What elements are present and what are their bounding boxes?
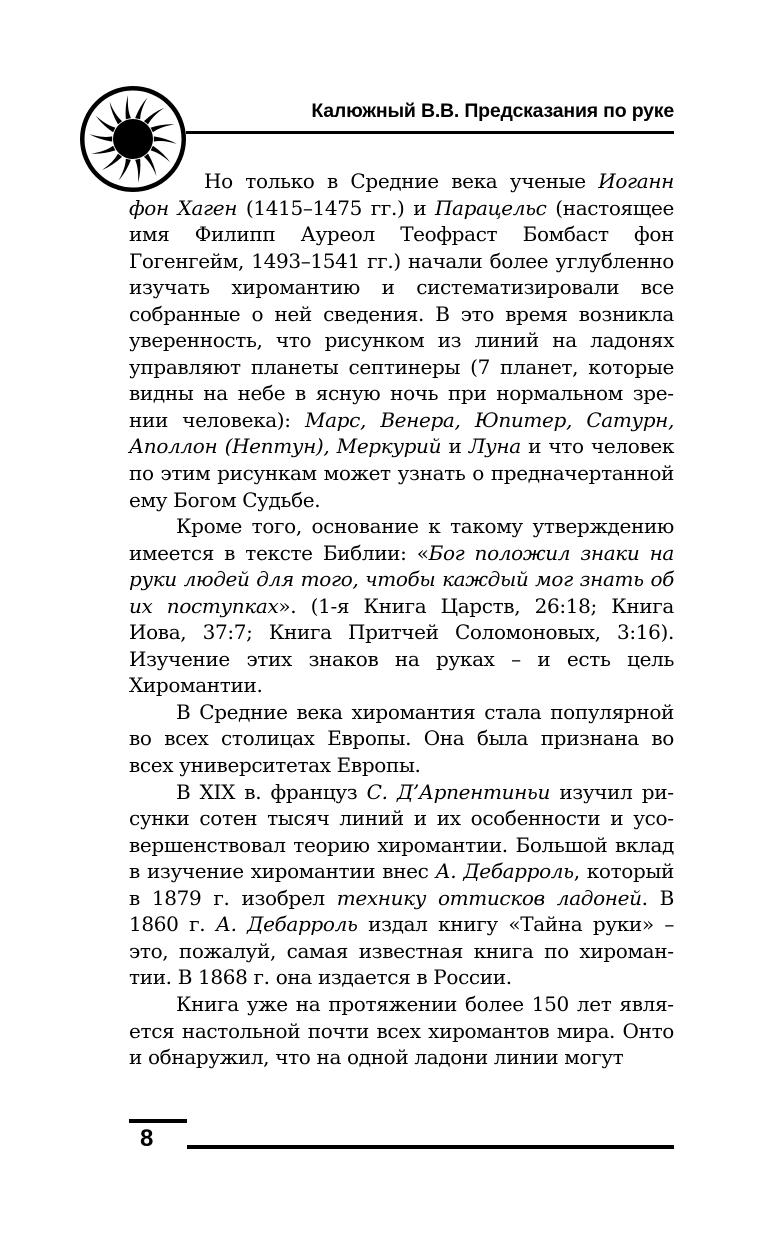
text-run: (1415–1475 гг.) и [237,195,435,220]
text-run: ». (1-я Книга Царств, 26:18; Книга Иова, 37:7; Книга Притчей Соломоновых, 3:16). Изучение этих знаков на руках – и есть цель Хиромантии. [129,593,674,698]
text-run: , который в 1879 г. изобрел [129,859,674,910]
italic-text: Луна [468,434,521,459]
italic-text: С. Д’Арпентиньи [366,779,550,804]
text-run: изучил рисунки сотен тысяч линий и их особенности и усовершенствовал теорию хиромантии. Большой вклад в изучение хиромантии внес [129,779,674,884]
text-run: Книга уже на протяжении более 150 лет является настольной почти всех хиромантов мира. Онто и обнаружил, что на одной ладони линии могут [129,991,674,1070]
text-run: Кроме того, основание к такому утверждению имеется в тексте Библии: « [129,514,674,565]
text-run: . В 1860 г. [129,885,674,937]
paragraph-4 [129,779,674,991]
paragraph-1 [129,168,674,513]
italic-text: Бог положил знаки на руки людей для того, чтобы каждый мог знать об их поступках [129,540,674,618]
footer-rule-short [129,1119,187,1123]
header-rule [186,131,674,134]
page-number: 8 [140,1125,154,1152]
italic-text: А. Дебарроль [435,859,574,884]
italic-text: Парацельс [434,195,547,220]
italic-text: Иоганн фон Хаген [129,169,674,220]
header-title: Калюжный В.В. Предсказания по руке [311,100,674,122]
footer-rule-long [187,1145,674,1149]
body-text [129,168,674,1071]
italic-text: технику оттисков ладоней [336,885,642,910]
text-run: В Средние века хиромантия стала популярной во всех столицах Европы. Она была признана во всех университетах Европы. [129,699,674,778]
paragraph-5 [129,991,674,1071]
paragraph-3 [129,699,674,779]
text-run: издал книгу «Тайна руки» – это, пожалуй, самая известная книга по хиромантии. В 1868 г. она издается в России. [129,912,674,990]
text-run: и что человек по этим рисункам может узнать о предначертанной ему Богом Судьбе. [129,434,674,512]
text-run: (настоящее имя Филипп Ауреол Теофраст Бомбаст фон Гогенгейм, 1493–1541 гг.) начали более углубленно изучать хиромантию и систематизировали все собранные о ней сведения. В это время возникла уверенность, что рисунком из линий на ладонях управляют планеты септинеры (7 планет, которые видны на небе в ясную ночь при нормальном зрении человека): [129,195,675,432]
italic-text: А. Дебарроль [215,912,358,937]
paragraph-2 [129,513,674,699]
italic-text: Марс, Венера, Юпитер, Сатурн, Аполлон (Нептун), Меркурий [129,407,674,459]
text-run: и [441,434,469,459]
text-run: В XIX в. француз [176,779,367,804]
text-run: Но только в Средние века ученые [204,169,599,193]
